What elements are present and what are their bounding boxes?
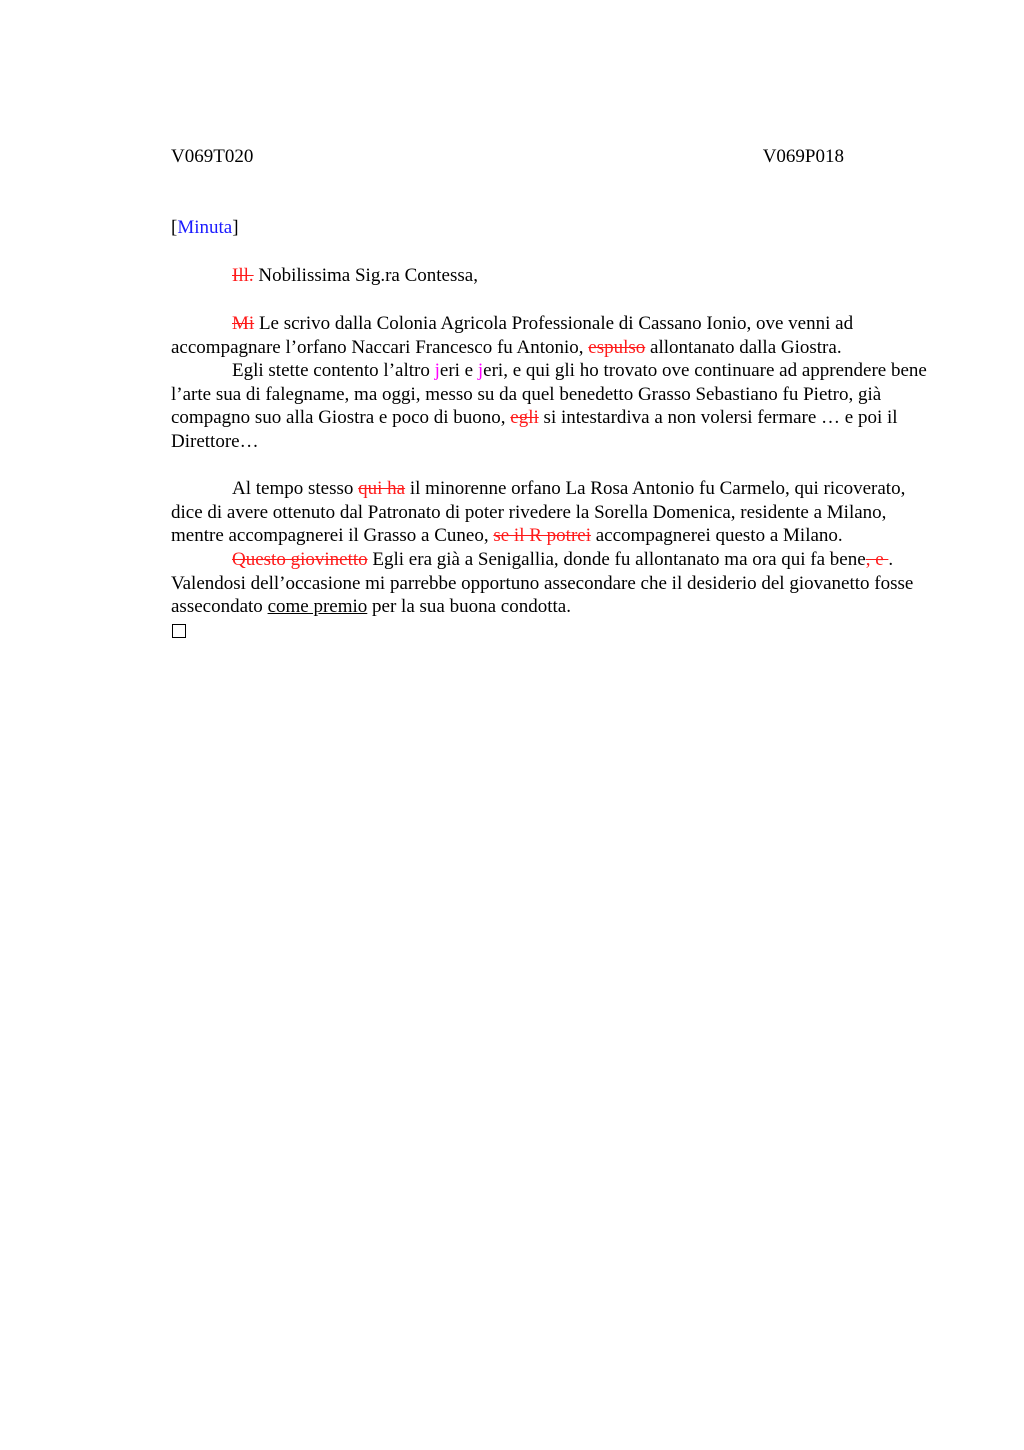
inserted-letter: j — [434, 360, 440, 382]
letter-body — [171, 312, 939, 638]
paragraph-text: allontanato dalla Giostra. — [645, 336, 842, 358]
deleted-text: qui ha — [358, 478, 406, 500]
salutation — [232, 265, 478, 287]
paragraph-text: eri, e qui gli ho trovato ove continuare ad apprendere bene l’arte sua di falegname, ma oggi, messo su da quel benedetto Grasso Sebastiano fu Pietro, già compagno suo alla Giostra e poco di buono, — [171, 360, 927, 429]
deleted-text: Ill. — [232, 265, 254, 286]
paragraph-3 — [171, 477, 939, 548]
document-code-left: V069T020 — [171, 146, 254, 167]
deleted-text: espulso — [588, 336, 646, 358]
paragraph-text: . Valendosi dell’occasione mi parrebbe opportuno assecondare che il desiderio del giovanetto fosse assecondato — [171, 548, 914, 618]
paragraph-text: accompagnerei questo a Milano. — [591, 525, 843, 547]
deleted-text: , e — [865, 548, 889, 570]
salutation-text: Nobilissima Sig.ra Contessa, — [253, 265, 478, 286]
bracket-open: [ — [171, 217, 178, 238]
minuta-text: Minuta — [177, 217, 233, 238]
document-header — [171, 146, 844, 170]
deleted-text: se il R potrei — [493, 525, 591, 547]
deleted-text: Mi — [232, 313, 255, 334]
minuta-label — [171, 217, 239, 239]
deleted-text: Questo giovinetto — [232, 548, 368, 570]
paragraph-text: Egli stette contento l’altro — [232, 360, 435, 382]
paragraph-text: eri e — [439, 360, 478, 382]
paragraph-text: Egli era già a Senigallia, donde fu allontanato ma ora qui fa bene — [367, 548, 866, 570]
paragraph-text: Le scrivo dalla Colonia Agricola Professionale di Cassano Ionio, ove venni ad accompagnare l’orfano Naccari Francesco fu Antonio, — [171, 313, 854, 358]
paragraph-4 — [171, 548, 939, 619]
deleted-text: egli — [510, 407, 539, 429]
underlined-text: come premio — [267, 596, 368, 618]
paragraph-2 — [171, 359, 939, 453]
paragraph-text: il minorenne orfano La Rosa Antonio fu Carmelo, qui ricoverato, dice di avere ottenuto dal Patronato di poter rivedere la Sorella Domenica, residente a Milano, mentre accompagnerei il Grasso a Cuneo, — [171, 478, 906, 547]
paragraph-text: si intestardiva a non volersi fermare … e poi il Direttore… — [171, 407, 898, 452]
bracket-close: ] — [232, 217, 239, 238]
inserted-letter: j — [477, 360, 484, 382]
paragraph-text: per la sua buona condotta. — [367, 596, 571, 618]
paragraph-text: Al tempo stesso — [232, 478, 359, 500]
paragraph-1 — [171, 312, 939, 359]
end-square-icon — [172, 624, 186, 638]
document-code-right: V069P018 — [762, 146, 844, 167]
